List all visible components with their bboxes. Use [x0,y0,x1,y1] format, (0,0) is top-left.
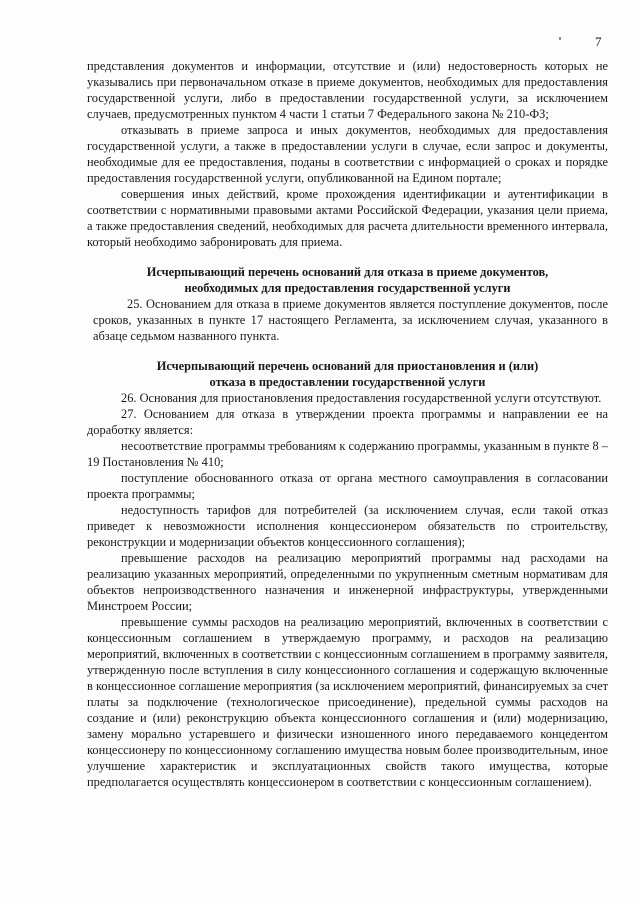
section-heading-line: Исчерпывающий перечень оснований для отказа в приеме документов, [146,265,549,279]
section-heading-line: отказа в предоставлении государственной услуги [209,375,486,389]
clause-26: 26. Основания для приостановления предоставления государственной услуги отсутствуют. [121,391,602,405]
clause-27: 27. Основанием для отказа в утверждении проекта программы и направлении ее на доработку является: [87,407,608,437]
list-item: несоответствие программы требованиям к содержанию программы, указанным в пункте 8 – 19 Постановления № 410; [87,439,608,469]
clause-25: 25. Основанием для отказа в приеме документов является поступление документов, после сроков, указанных в пункте 17 настоящего Регламента, за исключением случая, указанного в абзаце седьмом названного пункта. [93,297,608,343]
section-refusal-of-documents [87,264,608,344]
paragraph-item: отказывать в приеме запроса и иных документов, необходимых для предоставления государственной услуги, а также в предоставлении услуги в случае, если запрос и документы, необходимые для ее предоставления, поданы в соответствии с информацией о сроках и порядке предоставления государственной услуги, опубликованной на Едином портале; [87,123,608,185]
scan-speck [559,37,561,40]
list-item: недоступность тарифов для потребителей (за исключением случая, если такой отказ приведет к невозможности исполнения концессионером обязательств по строительству, реконструкции и модернизации объектов концессионного соглашения); [87,503,608,549]
document-body [87,58,608,790]
section-heading-line: необходимых для предоставления государственной услуги [184,281,511,295]
paragraph-item: совершения иных действий, кроме прохождения идентификации и аутентификации в соответствии с нормативными правовыми актами Российской Федерации, указания цели приема, а также предоставления сведений, необходимых для расчета длительности временного интервала, который необходимо забронировать для приема. [87,187,608,249]
list-item: превышение суммы расходов на реализацию мероприятий, включенных в соответствии с концессионным соглашением в утверждаемую программу, и расходов на реализацию мероприятий, включенных в соответствии с концессионным соглашением в программу заявителя, утвержденную после вступления в силу концессионного соглашения и содержащую включенные в концессионное соглашение мероприятия (за исключением мероприятий, финансируемых за счет платы за подключение (технологическое присоединение), предельной суммы расходов на создание и (или) реконструкцию объекта концессионного соглашения и (или) модернизацию, замену морально устаревшего и физически изношенного иного передаваемого концедентом концессионеру по концессионному соглашению имущества новым более производительным, иное улучшение характеристик и эксплуатационных свойств такого имущества, которые предполагается осуществлять концессионером в соответствии с концессионным соглашением). [87,615,608,789]
spacer [87,250,608,264]
list-item: превышение расходов на реализацию мероприятий программы над расходами на реализацию указанных мероприятий, определенными по укрупненным сметным нормативам для объектов непроизводственного назначения и инженерной инфраструктуры, утвержденными Минстроем России; [87,551,608,613]
spacer [87,344,608,358]
section-heading-line: Исчерпывающий перечень оснований для приостановления и (или) [156,359,539,373]
page-number: 7 [595,34,602,49]
paragraph-continuation: представления документов и информации, отсутствие и (или) недостоверность которых не указывались при первоначальном отказе в приеме документов, необходимых для предоставления государственной услуги, либо в предоставлении государственной услуги, за исключением случаев, предусмотренных пунктом 4 части 1 статьи 7 Федерального закона № 210-ФЗ; [87,59,608,121]
section-suspension-refusal [87,358,608,790]
list-item: поступление обоснованного отказа от органа местного самоуправления в согласовании проекта программы; [87,471,608,501]
